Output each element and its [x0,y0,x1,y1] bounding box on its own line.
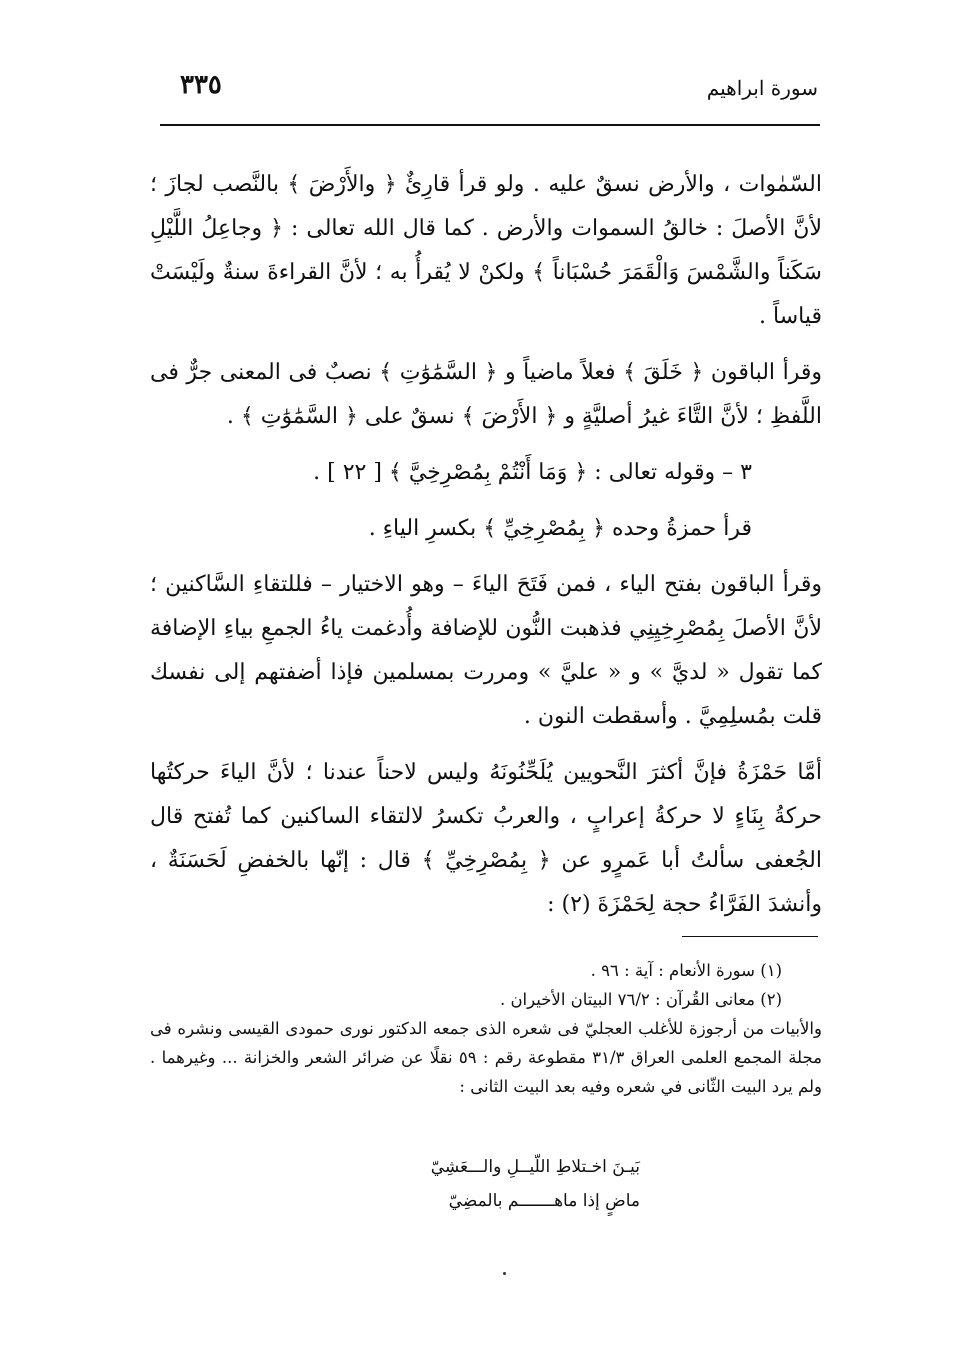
footnotes [150,956,822,1101]
footnote-1: (١) سورة الأنعام : آية : ٩٦ . [590,961,782,980]
surah-title: سورة ابراهيم [706,76,818,100]
header-divider [160,124,820,126]
scan-speck [503,1272,506,1275]
verse-line-2: ماضٍ إذا ماهـــــــم بالمضِيّ [448,1191,640,1211]
paragraph-2: وقرأ الباقون ﴿ خَلَقَ ﴾ فعلاً ماضياً و ﴿ السَّمَٰوَٰتِ ﴾ نصبٌ فى المعنى جرٌّ فى اللَّفظِ ؛ لأنَّ التَّاءَ غيرُ أصليَّةٍ و ﴿ الأَرْضَ ﴾ نسقٌ على ﴿ السَّمَٰوَٰتِ ﴾ . [150,360,822,429]
paragraph-hamza-reading: قرأ حمزةُ وحده ﴿ بِمُصْرِخِيِّ ﴾ بكسرِ الياءِ . [368,516,752,541]
paragraph-3: وقرأ الباقون بفتح الياء ، فمن فَتَحَ الياءَ – وهو الاختيار – فللتقاءِ السَّاكنين ؛ لأنَّ الأصلَ بِمُصْرِخِيِنِي فذهبت النُّون للإضافة وأُدغمت ياءُ الجمعِ بياءِ الإضافة كما تقول « لديَّ » و « عليَّ » ومررت بمسلمين فإذا أضفتهم إلى نفسك قلت بمُسلِمِيَّ . وأسقطت النون . [150,572,822,729]
verse-citation: ٣ – وقوله تعالى : ﴿ وَمَا أَنْتُمْ بِمُصْرِخِيَّ ﴾ [ ٢٢ ] . [313,460,752,485]
main-text [150,163,822,939]
page-header [160,70,818,110]
poetry-verse [340,1150,640,1218]
verse-line-1: بَيـنَ اخـتلاطِ اللّيــلِ والـــعَشِيّ [430,1157,640,1177]
footnote-2: (٢) معانى القُرآن : ٧٦/٢ البيتان الأخيران . [499,990,782,1009]
page-number: ٣٣٥ [180,70,222,100]
footnote-2-note: والأبيات من أرجوزة للأغلب العجليّ فى شعره الذى جمعه الدكتور نورى حمودى القيسى ونشره فى مجلة المجمع العلمى العراق ٣١/٣ مقطوعة رقم : ٥٩ نقلًا عن ضرائر الشعر والخزانة ... وغيرهما . ولم يرد البيت الثّانى في شعره وفيه بعد البيت الثانى : [150,1019,822,1096]
paragraph-1: السّمٰوات ، والأرض نسقٌ عليه . ولو قرأ قارِئٌ ﴿ والأَرْضَ ﴾ بالنَّصب لجازَ ؛ لأنَّ الأصلَ : خالقُ السموات والأرض . كما قال الله تعالى : ﴿ وجاعِلُ اللَّيْلِ سَكَناً والشَّمْسَ وَالْقَمَرَ حُسْبَاناً ﴾ ولكنْ لا يُقرأُ به ؛ لأنَّ القراءةَ سنةٌ ولَيْسَتْ قياساً . [150,172,822,329]
footnote-divider [682,936,818,937]
paragraph-4: أمَّا حَمْزَةُ فإنَّ أكثرَ النَّحويين يُلَحِّنُونَهُ وليس لاحناً عندنا ؛ لأنَّ الياءَ حركتُها حركةُ بِنَاءٍ لا حركةُ إعرابٍ ، والعربُ تكسرُ لالتقاء الساكنين كما تُفتح قال الجُعفى سألتُ أبا عَمرٍو عن ﴿ بِمُصْرِخِيِّ ﴾ قال : إنّها بالخفضِ لَحَسَنَةٌ ، وأنشدَ الفَرَّاءُ حجة لِحَمْزَةَ (٢) : [150,760,822,917]
